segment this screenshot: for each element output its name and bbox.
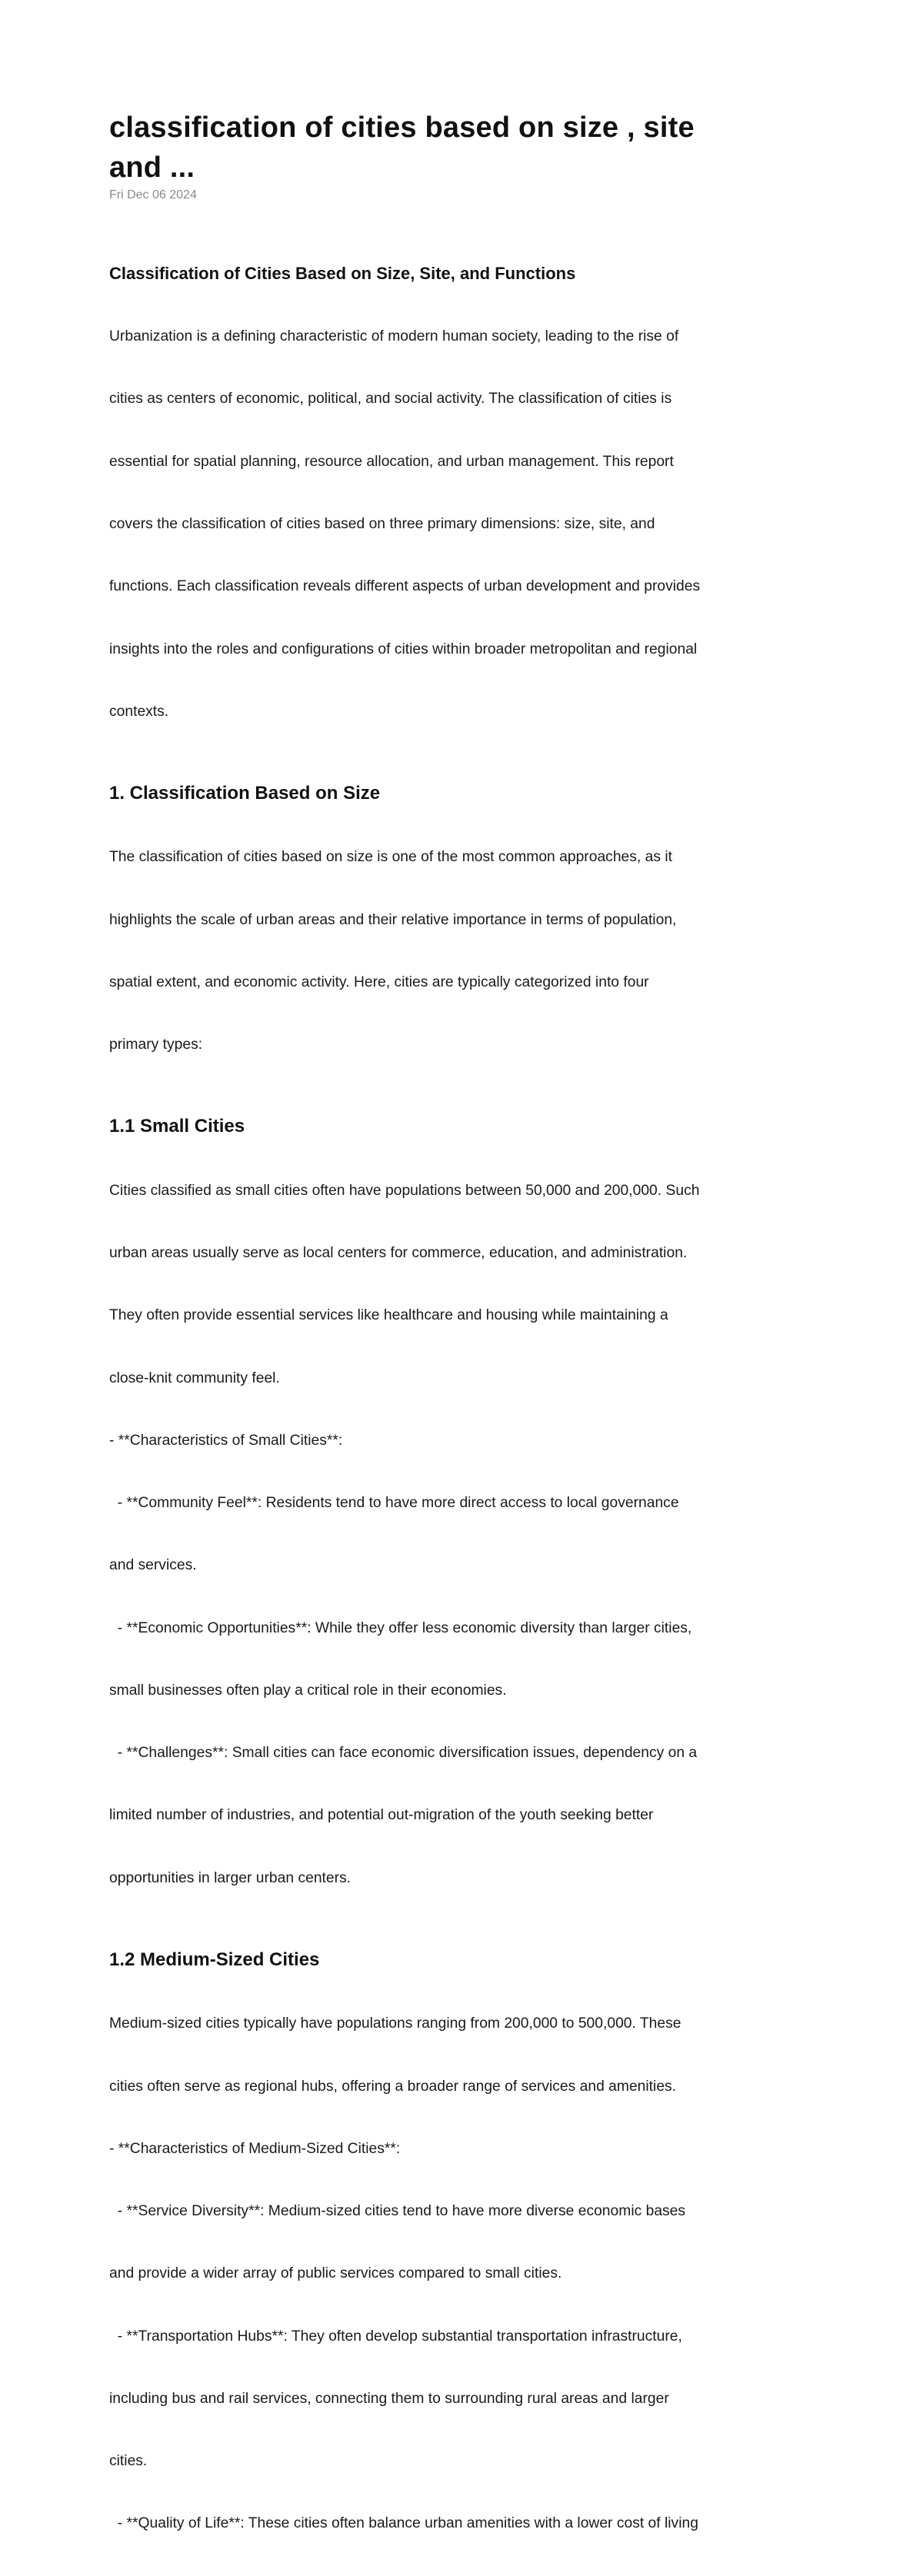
list-item: - **Community Feel**: Residents tend to have more direct access to local governance xyxy=(109,1495,679,1512)
intro-paragraph xyxy=(109,285,817,764)
document-date: Fri Dec 06 2024 xyxy=(109,188,197,201)
intro-heading: Classification of Cities Based on Size, Site, and Functions xyxy=(109,264,576,283)
text-line: The classification of cities based on size is one of the most common approaches, as it xyxy=(109,849,672,866)
text-line: limited number of industries, and potential out-migration of the youth seeking better xyxy=(109,1807,654,1824)
text-line: Cities classified as small cities often have populations between 50,000 and 200,000. Such xyxy=(109,1182,700,1199)
text-line: spatial extent, and economic activity. Here, cities are typically categorized into four xyxy=(109,973,649,990)
small-cities-heading: 1.1 Small Cities xyxy=(109,1116,245,1137)
text-line: cities as centers of economic, political, and social activity. The classification of cities is xyxy=(109,391,672,408)
text-line: functions. Each classification reveals different aspects of urban development and provides xyxy=(109,578,701,595)
text-line: primary types: xyxy=(109,1037,203,1053)
size-section-heading: 1. Classification Based on Size xyxy=(109,783,381,804)
title-line-2: and ... xyxy=(109,151,195,184)
list-item: - **Challenges**: Small cities can face economic diversification issues, dependency on a xyxy=(109,1745,698,1762)
small-cities-paragraph xyxy=(109,1138,817,1930)
text-line: and provide a wider array of public services compared to small cities. xyxy=(109,2265,562,2282)
text-line: and services. xyxy=(109,1557,197,1574)
size-paragraph xyxy=(109,805,817,1097)
text-line: including bus and rail services, connecting them to surrounding rural areas and larger xyxy=(109,2390,669,2407)
text-line: cities often serve as regional hubs, offering a broader range of services and amenities. xyxy=(109,2078,677,2095)
text-line: Medium-sized cities typically have populations ranging from 200,000 to 500,000. These xyxy=(109,2015,681,2032)
medium-cities-paragraph xyxy=(109,1972,817,2576)
text-line: Urbanization is a defining characteristic of modern human society, leading to the rise of xyxy=(109,328,679,345)
text-line: They often provide essential services like healthcare and housing while maintaining a xyxy=(109,1307,668,1324)
text-line: urban areas usually serve as local centers for commerce, education, and administration. xyxy=(109,1244,688,1261)
list-item: - **Characteristics of Small Cities**: xyxy=(109,1432,343,1449)
text-line: covers the classification of cities based on three primary dimensions: size, site, and xyxy=(109,516,655,533)
list-item: - **Economic Opportunities**: While they offer less economic diversity than larger cities, xyxy=(109,1619,692,1636)
text-line: highlights the scale of urban areas and their relative importance in terms of population, xyxy=(109,911,677,928)
page-title xyxy=(109,108,817,188)
text-line: close-knit community feel. xyxy=(109,1370,280,1386)
text-line: essential for spatial planning, resource allocation, and urban management. This report xyxy=(109,453,674,470)
list-item: - **Transportation Hubs**: They often develop substantial transportation infrastructure, xyxy=(109,2328,682,2345)
medium-cities-heading: 1.2 Medium-Sized Cities xyxy=(109,1949,320,1971)
text-line: contexts. xyxy=(109,703,169,720)
text-line: small businesses often play a critical role in their economies. xyxy=(109,1682,507,1699)
title-line-1: classification of cities based on size , site xyxy=(109,111,695,144)
list-item: - **Quality of Life**: These cities often balance urban amenities with a lower cost of living xyxy=(109,2515,698,2532)
text-line: insights into the roles and configurations of cities within broader metropolitan and regional xyxy=(109,641,698,657)
text-line: cities. xyxy=(109,2453,148,2470)
list-item: - **Service Diversity**: Medium-sized cities tend to have more diverse economic bases xyxy=(109,2203,686,2220)
document-page xyxy=(109,108,817,2576)
list-item: - **Characteristics of Medium-Sized Cities**: xyxy=(109,2140,401,2157)
text-line: opportunities in larger urban centers. xyxy=(109,1869,352,1886)
